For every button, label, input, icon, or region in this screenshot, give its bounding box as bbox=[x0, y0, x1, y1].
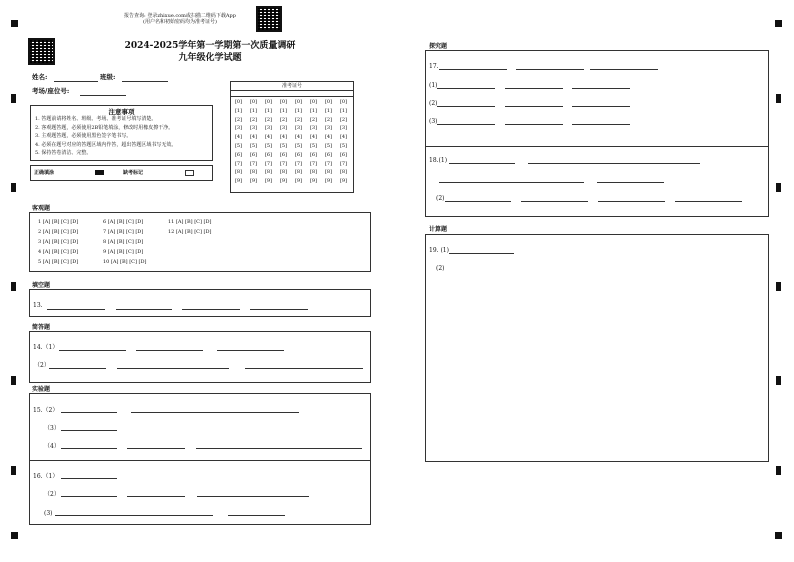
q16-3-blank[interactable] bbox=[228, 515, 285, 516]
timing-mark bbox=[11, 376, 16, 385]
timing-mark bbox=[11, 183, 16, 192]
ticket-title: 准考证号 bbox=[281, 83, 302, 89]
notes-item: 2. 客观题答题，必须使用2B铅笔填涂，修改时用橡皮擦干净。 bbox=[35, 124, 174, 131]
notes-title: 注意事项 bbox=[108, 108, 135, 116]
q19-2-label: (2) bbox=[436, 265, 445, 272]
experiment-section-title: 实验题 bbox=[32, 386, 51, 393]
notes-list bbox=[35, 116, 210, 156]
q17-3-blank[interactable] bbox=[505, 124, 563, 125]
q16-1-blank[interactable] bbox=[61, 478, 117, 479]
q17-2-blank[interactable] bbox=[437, 106, 495, 107]
q15-3-label: （3） bbox=[44, 425, 60, 432]
q16-2-blank[interactable] bbox=[61, 496, 117, 497]
app-qr-code bbox=[256, 6, 282, 32]
ticket-digit-column[interactable]: [0] [1] [2] [3] [4] [5] [6] [7] [8] [9] bbox=[339, 99, 348, 185]
q17-label: 17. bbox=[429, 63, 439, 70]
ticket-divider bbox=[231, 90, 353, 91]
q15-4-blank[interactable] bbox=[196, 448, 362, 449]
q17-1-blank[interactable] bbox=[437, 88, 495, 89]
correct-fill-example bbox=[95, 170, 104, 175]
timing-mark bbox=[11, 94, 16, 103]
q15-2-label: 15.（2） bbox=[33, 407, 59, 414]
q13-label: 13. bbox=[33, 302, 43, 309]
alignment-mark bbox=[11, 20, 18, 27]
explore-section-title: 探究题 bbox=[429, 43, 448, 50]
q17-3-blank[interactable] bbox=[572, 124, 630, 125]
class-label: 班级: bbox=[100, 73, 116, 81]
objective-answer-box bbox=[29, 212, 371, 272]
q13-blank[interactable] bbox=[116, 309, 172, 310]
q17-2-blank[interactable] bbox=[572, 106, 630, 107]
q16-2-blank[interactable] bbox=[127, 496, 185, 497]
q16-2-blank[interactable] bbox=[251, 496, 309, 497]
class-field[interactable] bbox=[100, 72, 115, 81]
room-field[interactable] bbox=[32, 86, 69, 95]
q18-2-blank[interactable] bbox=[598, 201, 665, 202]
q18-1-blank[interactable] bbox=[528, 163, 700, 164]
q16-1-label: 16.（1） bbox=[33, 473, 59, 480]
calc-answer-box bbox=[425, 234, 769, 462]
notes-item: 1. 答题前请将姓名、班级、考场、准考证号填写清楚。 bbox=[35, 116, 157, 122]
name-line[interactable] bbox=[54, 81, 98, 82]
q15-2-blank[interactable] bbox=[131, 412, 299, 413]
fill-example-box bbox=[30, 165, 213, 181]
correct-fill-label: 正确填涂 bbox=[34, 170, 55, 176]
timing-mark bbox=[776, 183, 781, 192]
q18-2-blank[interactable] bbox=[521, 201, 588, 202]
q17-blank[interactable] bbox=[516, 69, 584, 70]
q15-4-blank[interactable] bbox=[127, 448, 185, 449]
mc-row[interactable]: 3 [A] [B] [C] [D] 8 [A] [B] [C] [D] bbox=[38, 239, 144, 245]
q16-2-label: （2） bbox=[44, 491, 60, 498]
q14-2-blank[interactable] bbox=[117, 368, 229, 369]
q17-1-blank[interactable] bbox=[505, 88, 563, 89]
q13-blank[interactable] bbox=[250, 309, 308, 310]
q18-2-blank[interactable] bbox=[445, 201, 511, 202]
room-line[interactable] bbox=[80, 95, 126, 96]
absent-mark-box[interactable] bbox=[185, 170, 194, 176]
timing-mark bbox=[776, 376, 781, 385]
ticket-divider bbox=[231, 96, 353, 97]
notes-item: 5. 保持答卷清洁、完整。 bbox=[35, 150, 92, 156]
name-label: 姓名: bbox=[32, 73, 48, 81]
ticket-digit-column[interactable]: [0] [1] [2] [3] [4] [5] [6] [7] [8] [9] bbox=[324, 99, 333, 185]
fill-section-title: 填空题 bbox=[32, 282, 51, 289]
fill-answer-box bbox=[29, 289, 371, 317]
q17-3-label: (3) bbox=[429, 118, 438, 125]
q16-3-blank[interactable] bbox=[55, 515, 213, 516]
q14-1-label: 14.（1） bbox=[33, 344, 59, 351]
q17-blank[interactable] bbox=[590, 69, 658, 70]
page-subtitle: 九年级化学试题 bbox=[178, 53, 242, 63]
q18-1-blank[interactable] bbox=[597, 182, 664, 183]
q15-3-blank[interactable] bbox=[61, 430, 117, 431]
ticket-digit-column[interactable]: [0] [1] [2] [3] [4] [5] [6] [7] [8] [9] bbox=[309, 99, 318, 185]
q14-1-blank[interactable] bbox=[217, 350, 284, 351]
q15-4-blank[interactable] bbox=[61, 448, 117, 449]
mc-row[interactable]: 4 [A] [B] [C] [D] 9 [A] [B] [C] [D] bbox=[38, 249, 144, 255]
absent-mark-label: 缺考标记 bbox=[123, 170, 144, 176]
q16-2-blank[interactable] bbox=[197, 496, 255, 497]
q13-blank[interactable] bbox=[182, 309, 240, 310]
room-label: 考场/座位号: bbox=[32, 87, 70, 95]
q17-1-label: (1) bbox=[429, 82, 438, 89]
q16-3-label: (3) bbox=[44, 510, 53, 517]
q18-1-blank[interactable] bbox=[449, 163, 515, 164]
mc-row[interactable]: 1 [A] [B] [C] [D] 6 [A] [B] [C] [D] 11 [A] [B] [C] [D] bbox=[38, 219, 212, 225]
q18-1-label: 18.(1) bbox=[429, 157, 448, 164]
timing-mark bbox=[11, 466, 16, 475]
q15-2-blank[interactable] bbox=[61, 412, 117, 413]
alignment-mark bbox=[775, 532, 782, 539]
q18-2-label: (2) bbox=[436, 195, 445, 202]
notes-item: 4. 必须在题号对应的答题区域内作答，超出答题区域书写无效。 bbox=[35, 141, 177, 148]
name-field[interactable] bbox=[32, 72, 47, 81]
ticket-digit-column[interactable]: [0] [1] [2] [3] [4] [5] [6] [7] [8] [9] bbox=[294, 99, 303, 185]
q17-2-blank[interactable] bbox=[505, 106, 563, 107]
alignment-mark bbox=[775, 20, 782, 27]
q14-1-blank[interactable] bbox=[136, 350, 203, 351]
q17-blank[interactable] bbox=[439, 69, 507, 70]
q15-4-label: （4） bbox=[44, 443, 60, 450]
ticket-digit-column[interactable]: [0] [1] [2] [3] [4] [5] [6] [7] [8] [9] bbox=[279, 99, 288, 185]
calc-section-title: 计算题 bbox=[429, 226, 448, 233]
q14-2-blank[interactable] bbox=[245, 368, 363, 369]
ticket-digit-column[interactable]: [0] [1] [2] [3] [4] [5] [6] [7] [8] [9] bbox=[234, 99, 243, 185]
explore-answer-box bbox=[425, 50, 769, 217]
timing-mark bbox=[776, 282, 781, 291]
q14-1-blank[interactable] bbox=[59, 350, 126, 351]
sheet-qr-code bbox=[28, 38, 55, 65]
q19-1-blank[interactable] bbox=[449, 253, 514, 254]
q17-2-label: (2) bbox=[429, 100, 438, 107]
short-section-title: 简答题 bbox=[32, 324, 51, 331]
page-title: 2024-2025学年第一学期第一次质量调研 bbox=[124, 41, 296, 51]
class-line[interactable] bbox=[122, 81, 168, 82]
timing-mark bbox=[11, 282, 16, 291]
explore-divider bbox=[426, 146, 768, 147]
mc-row[interactable]: 2 [A] [B] [C] [D] 7 [A] [B] [C] [D] 12 [A] [B] [C] [D] bbox=[38, 229, 212, 235]
q18-2-blank[interactable] bbox=[675, 201, 742, 202]
ticket-digit-column[interactable]: [0] [1] [2] [3] [4] [5] [6] [7] [8] [9] bbox=[264, 99, 273, 185]
q13-blank[interactable] bbox=[47, 309, 105, 310]
report-notice: 报告查询: 登录zhixue.com或扫描二维码下载App (用户名和初始密码均为准考证号) bbox=[124, 13, 236, 25]
q19-1-label: 19. (1) bbox=[429, 247, 449, 254]
experiment-divider bbox=[30, 460, 370, 461]
objective-section-title: 客观题 bbox=[32, 205, 51, 212]
q17-3-blank[interactable] bbox=[437, 124, 495, 125]
q14-2-label: （2） bbox=[34, 362, 50, 369]
ticket-digit-column[interactable]: [0] [1] [2] [3] [4] [5] [6] [7] [8] [9] bbox=[249, 99, 258, 185]
notes-item: 3. 主观题答题，必须使用黑色签字笔书写。 bbox=[35, 133, 132, 139]
ticket-number-grid[interactable] bbox=[230, 81, 354, 193]
q18-1-blank[interactable] bbox=[439, 182, 584, 183]
alignment-mark bbox=[11, 532, 18, 539]
notes-box bbox=[30, 105, 213, 161]
timing-mark bbox=[776, 94, 781, 103]
q17-1-blank[interactable] bbox=[572, 88, 630, 89]
short-answer-box bbox=[29, 331, 371, 383]
q14-2-blank[interactable] bbox=[49, 368, 106, 369]
timing-mark bbox=[776, 466, 781, 475]
mc-row[interactable]: 5 [A] [B] [C] [D] 10 [A] [B] [C] [D] bbox=[38, 259, 147, 265]
